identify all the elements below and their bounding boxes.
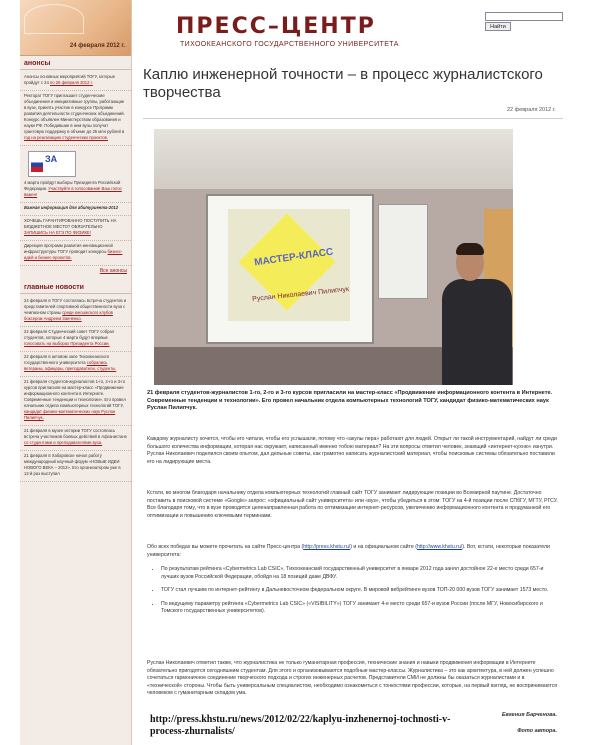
announcement-text: Ректорат ТОГУ приглашает студенческие объединения и инициативные группы, работающие в вузе, принять участие в конкурсе Программ развития деятельности студенческих объединений. Конкурс объявлен Министерством образования и науки РФ. Победившие в нем вузы получат грантовую поддержку в объеме до 25 млн рублей в (24, 93, 125, 134)
news-item (20, 426, 131, 451)
news-text: 21 февраля в музее истории ТОГУ состоялась встреча участников боевых действий в Афганистане (24, 428, 128, 439)
article-lead: 21 февраля студентов-журналистов 1-го, 2-го и 3-го курсов пригласили на мастер-класс «Продвижение информационного контента в Интернете. Современные тенденции и технологии». Его провел начальник отдела компьютерных технологий ТОГУ, кандидат физико-математических наук Руслан Пилипчук. (147, 390, 553, 411)
article-photo (154, 129, 513, 385)
search-input[interactable] (485, 12, 563, 21)
announcement-item (20, 72, 131, 91)
article-paragraph: Кстати, во многом благодаря начальнику отдела компьютерных технологий главный сайт ТОГУ занимает лидирующие позиции во Всемирной паутине. Достаточно поставить в поисковой системе «Google» запрос: «официальный сайт университета» или «вуз», чтобы убедиться в этом: ТОГУ на 4-й позиции после СПбГУ, МГТУ, РГСУ. Все благодаря тому, что в вузе проводится целенаправленная работа по оптимизации интернет-ресурсов, увеличению информационного контента и продуманной его оптимизации и повышению ключевыми терминами. (147, 490, 558, 519)
article-paragraph: Каждому журналисту хочется, чтобы его читали, чтобы его услышали, потому что «акулы пера» работают для людей. Открыт ли такой инструментарий, найдут ли среди большого количества информации, которая нас окружает, написанный именно тобою материал? На эти вопросы ответил человек, знающий «интернет-кухню» изнутри. Руслан Николаевич поделился своим опытом, дал дельные советы, как грамотно написать журналистский материал, чтобы поисковые системы обязательно поставили его на лидирующие места. (147, 436, 557, 465)
announcement-text: 4 марта пройдут выборы Президента Российской Федерации. (24, 180, 121, 191)
news-item (20, 296, 131, 327)
paragraph-text: Обо всех победах вы можете прочитать на сайте Пресс-центра ( (147, 544, 304, 550)
news-text: 22 февраля Студенческий совет ТОГУ собрал студентов, которые 4 марта будут впервые (24, 329, 115, 340)
announcement-link[interactable]: ЗАПИШИСЬ НА ЕГЭ ПО ФИЗИКЕ! (24, 230, 91, 235)
left-sidebar (20, 0, 132, 745)
list-item: • По ведущему параметру рейтинга «Cybermetrics Lab CSIC» («VISIBILITY») ТОГУ занимает 4-е место среди 657-и вузов России (после МГУ, Новосибирского и Томского государственных университетов). (161, 601, 559, 616)
site-logo-subtitle: ТИХООКЕАНСКОГО ГОСУДАРСТВЕННОГО УНИВЕРСИТЕТА (180, 41, 399, 48)
news-link[interactable]: собрались ветераны, офицеры, преподаватели, студенты. (24, 360, 117, 371)
list-item: • По результатам рейтинга «Cybermetrics Lab CSIC», Тихоокеанский государственный университет в январе 2012 года занял достойное 22-е место среди 657-и лучших вузов Российской Федерации, обойдя на 18 позиций даже ДВФУ. (161, 566, 559, 581)
news-item (20, 451, 131, 482)
news-link[interactable]: со студентами и преподавателями вуза. (24, 440, 103, 445)
vote-badge: ЗА (45, 154, 58, 164)
news-heading: главные новости (20, 280, 131, 294)
official-site-link[interactable]: http://www.khstu.ru/ (416, 544, 463, 550)
search-button[interactable]: Найти (485, 22, 511, 31)
speaker-hair (456, 243, 484, 255)
announcement-link[interactable]: Участвуйте в голосовании! Ваш голос важен! (24, 186, 122, 197)
announcement-link[interactable]: бизнес-идей и бизнес-проектов. (24, 249, 123, 260)
article-paragraph: Руслан Николаевич отметил также, что журналистика не только гуманитарная профессия, технические знания и навыки продвижения информации в Интернете обязательно пригодятся сегодняшним студентам. Для этого и организовываются подобные мастер-классы. Журналистика – это как архитектура, в ней должен успешно сочетаться гармоничное соединение творческого подхода и строгих инженерных расчетов. Представители СМИ не должны бы оказаться журналистами и в «технической» стороны. Чтобы быть универсальным специалистом, необходимо ознакомиться с тонкостями профессии, которые, на первый взгляд, не воспринимаются человеком с гуманитарным складом ума. (147, 660, 558, 696)
announcement-text: Анонсы основных мероприятий ТОГУ, которые пройдут с 24 (24, 74, 116, 85)
announcement-text: ХОЧЕШЬ ГАРАНТИРОВАННО ПОСТУПИТЬ НА БЮДЖЕТНОЕ МЕСТО? ОБЯЗАТЕЛЬНО (24, 218, 117, 229)
photo-credit: Фото автора. (517, 728, 557, 734)
paragraph-text: ). Вот, кстати, некоторые показатели университета: (147, 544, 550, 558)
all-announcements-link[interactable]: Все анонсы (99, 268, 127, 274)
paragraph-text: ) и на официальном сайте ( (350, 544, 417, 550)
announcement-item (20, 241, 131, 266)
site-logo-title[interactable]: ПРЕСС–ЦЕНТР (176, 14, 376, 39)
russian-flag-icon (31, 158, 43, 172)
sidebar-banner (20, 0, 131, 56)
announcement-item (20, 216, 131, 241)
news-text: 22 февраля в актовом зале Тихоокеанского государственного университета (24, 354, 110, 365)
photo-ceiling (154, 129, 513, 189)
election-banner-image[interactable] (28, 151, 76, 177)
article-date: 22 февраля 2012 г. (507, 107, 556, 113)
news-link[interactable]: среди юношеского клубов боксером Андреем Заиченко. (24, 310, 113, 321)
site-header (132, 0, 589, 58)
announcement-item[interactable] (20, 203, 131, 216)
news-item (20, 377, 131, 426)
press-site-link[interactable]: http://press.khstu.ru/ (303, 544, 351, 550)
announcement-link[interactable]: год на реализацию студенческих проектов. (24, 135, 108, 140)
news-item (20, 327, 131, 352)
author-signature: Евгения Барченова. (501, 712, 557, 718)
speaker-body (442, 279, 512, 385)
slide-name: Руслан Николаевич Пилипчук (251, 285, 350, 304)
news-link[interactable]: голосовать на выборах Президента России. (24, 341, 110, 346)
announcement-text: Важная информация для абитуриента-2012 (24, 205, 119, 210)
announcement-text: Дирекция программ развития инновационной инфраструктуры ТОГУ проводит конкурсы (24, 243, 113, 254)
slide-title: МАСТЕР-КЛАСС (253, 246, 334, 269)
announcements-heading: анонсы (20, 56, 131, 70)
announcement-item (20, 146, 131, 203)
news-text: 21 февраля студентов-журналистов 1-го, 2-го и 3-го курсов пригласили на мастер-класс «Продвижение информационного контента в Интернете. Современные тенденции и технологии». Его провел начальник отдела компьютерных технологий ТОГУ, (24, 379, 126, 408)
news-item (20, 352, 131, 377)
announcement-item (20, 91, 131, 146)
title-divider (143, 118, 563, 119)
banner-decoration (24, 4, 84, 34)
stats-list (161, 566, 559, 622)
source-url: http://press.khstu.ru/news/2012/02/22/kaplyu-inzhenernoj-tochnosti-v-process-zhurnalists/ (150, 714, 451, 737)
article-title: Каплю инженерной точности – в процесс журналистского творчества (143, 66, 543, 101)
banner-date: 24 февраля 2012 г. (69, 43, 125, 49)
news-text: 24 февраля в ТОГУ состоялась встреча студентов и представителей спортивной общественности вуза с чемпионом страны (24, 298, 127, 315)
announcement-link[interactable]: по 26 февраля 2012 г. (49, 80, 93, 85)
article-paragraph (147, 544, 559, 559)
list-item: • ТОГУ стал лучшим по интернет-рейтингу в Дальневосточном федеральном округе. В мировой вебрейтинге вузов ТОП-20 000 вузов ТОГУ занимает 1573 место. (161, 587, 559, 595)
news-text: 21 февраля в Хабаровске начал работу международный научный форум «НОВЫЕ ИДЕИ НОВОГО ВЕКА – 2012». Его организатором уже в 12-й раз выступил (24, 453, 121, 476)
news-link[interactable]: кандидат физико-математических наук Руслан Пилипчук. (24, 409, 116, 420)
whiteboard (378, 204, 428, 299)
